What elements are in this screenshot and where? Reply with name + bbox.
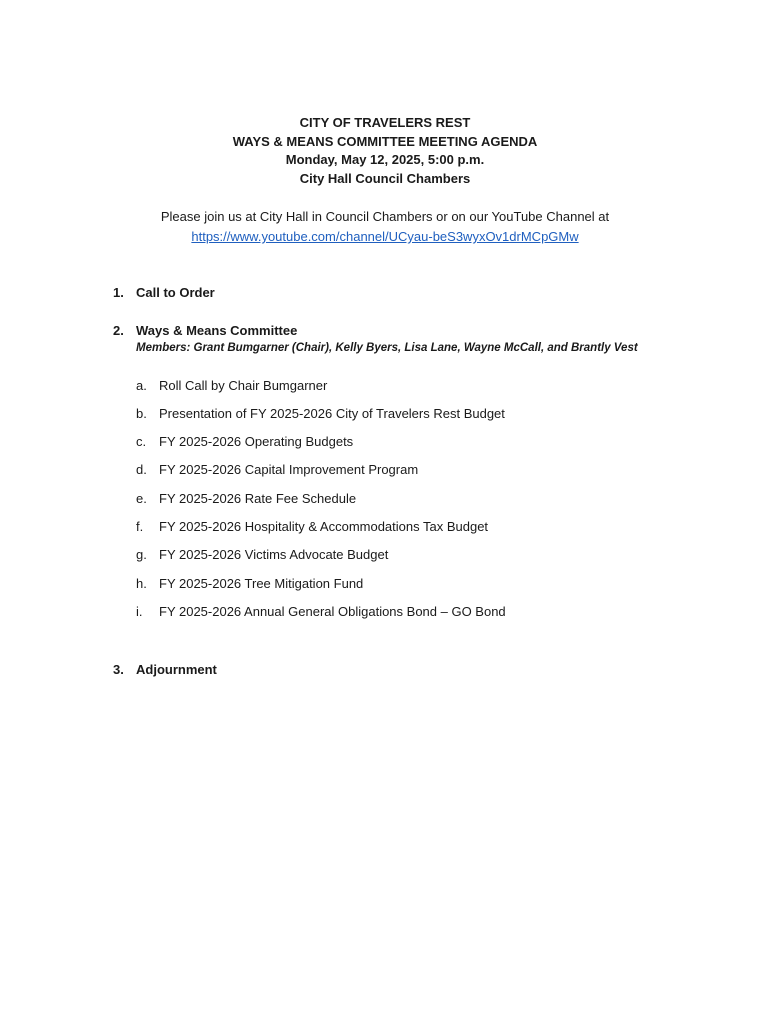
sub-item-letter: c. (136, 434, 147, 449)
sub-item (136, 518, 488, 536)
sub-item-text: FY 2025-2026 Capital Improvement Program (159, 462, 419, 477)
sub-item-text: FY 2025-2026 Annual General Obligations Bond – GO Bond (159, 604, 506, 619)
item-number: 1. (113, 285, 124, 300)
meeting-title: WAYS & MEANS COMMITTEE MEETING AGENDA (232, 133, 538, 149)
meeting-date: Monday, May 12, 2025, 5:00 p.m. (285, 152, 485, 167)
sub-item (136, 405, 505, 423)
sub-item (136, 433, 353, 451)
committee-members: Members: Grant Bumgarner (Chair), Kelly Byers, Lisa Lane, Wayne McCall, and Brantly Vest (136, 342, 638, 354)
agenda-header (0, 114, 770, 188)
youtube-link[interactable]: https://www.youtube.com/channel/UCyau-beS3wyxOv1drMCpGMw (191, 229, 579, 244)
sub-item-text: FY 2025-2026 Operating Budgets (159, 434, 354, 449)
sub-item (136, 546, 388, 564)
sub-item-letter: e. (136, 491, 147, 506)
sub-item-text: FY 2025-2026 Tree Mitigation Fund (159, 576, 364, 591)
invite-block (0, 207, 770, 247)
item-label: Call to Order (136, 285, 215, 300)
sub-item-text: Roll Call by Chair Bumgarner (159, 378, 328, 393)
sub-item-letter: i. (136, 604, 143, 619)
sub-item (136, 603, 506, 621)
invite-text: Please join us at City Hall in Council Chambers or on our YouTube Channel at (160, 209, 610, 224)
sub-item-text: FY 2025-2026 Hospitality & Accommodations Tax Budget (159, 519, 489, 534)
sub-item-letter: b. (136, 406, 147, 421)
item-number: 2. (113, 323, 124, 338)
sub-item (136, 461, 418, 479)
item-label: Adjournment (136, 662, 217, 677)
sub-item-letter: d. (136, 462, 147, 477)
item-number: 3. (113, 662, 124, 677)
sub-item-text: FY 2025-2026 Victims Advocate Budget (159, 547, 389, 562)
sub-item-letter: a. (136, 378, 147, 393)
meeting-location: City Hall Council Chambers (299, 170, 471, 186)
sub-item (136, 377, 327, 395)
sub-item-text: Presentation of FY 2025-2026 City of Travelers Rest Budget (159, 406, 505, 421)
item-label: Ways & Means Committee (136, 323, 298, 338)
city-name: CITY OF TRAVELERS REST (299, 115, 471, 130)
sub-item-text: FY 2025-2026 Rate Fee Schedule (159, 491, 357, 506)
sub-item (136, 575, 363, 593)
agenda-item-ways-means (113, 322, 297, 340)
sub-item-letter: g. (136, 547, 147, 562)
sub-item-letter: h. (136, 576, 147, 591)
sub-item-letter: f. (136, 519, 144, 534)
agenda-item-adjournment (113, 661, 217, 679)
agenda-item-call-to-order (113, 284, 215, 302)
sub-item (136, 490, 356, 508)
